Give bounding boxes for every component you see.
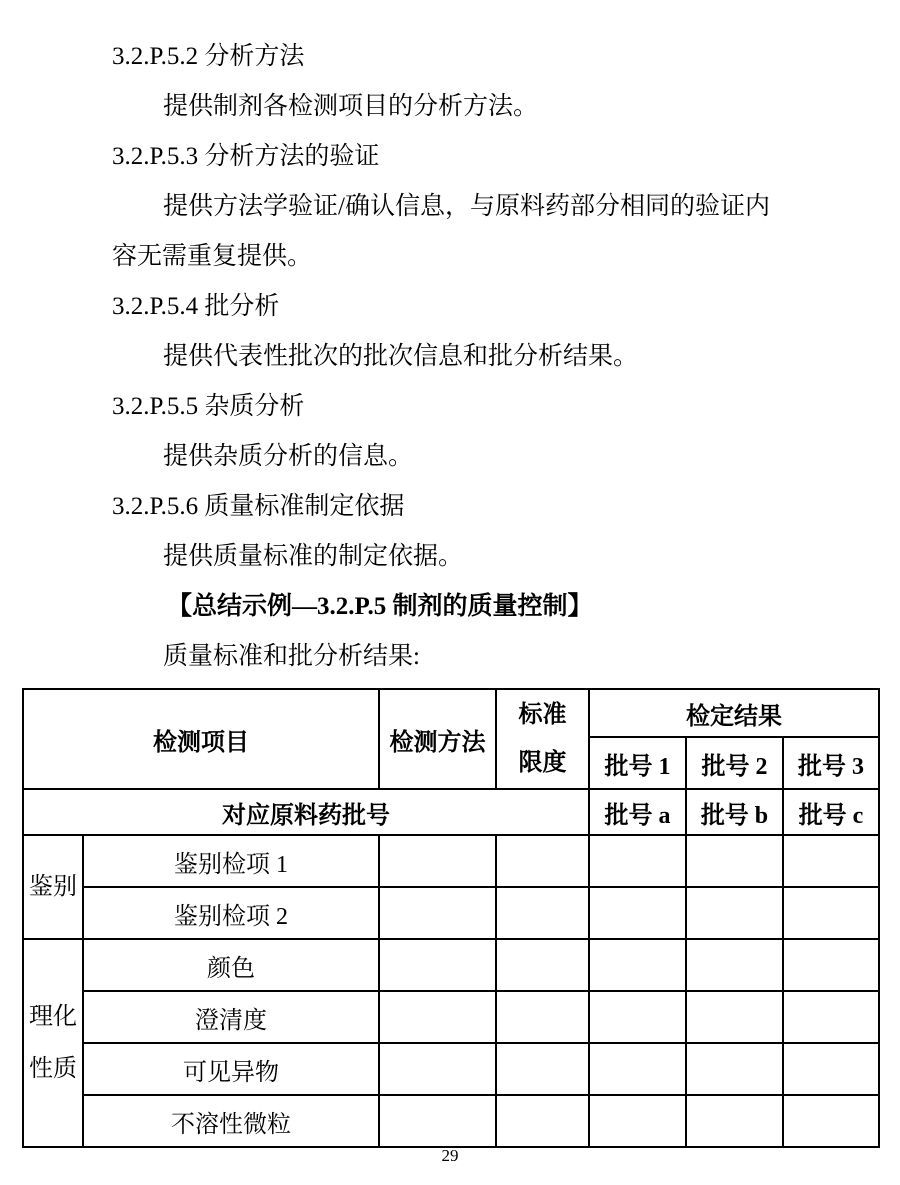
data-cell-empty [496,1043,589,1095]
data-cell-empty [589,1043,686,1095]
data-cell-empty [589,835,686,887]
batch-col-header: 批号 3 [783,737,879,789]
section-heading: 3.2.P.5.5 杂质分析 [112,393,305,420]
paragraph-line: 容无需重复提供。 [112,243,313,270]
api-batch-value: 批号 a [589,789,686,835]
item-label: 鉴别检项 1 [83,835,379,887]
group-label-identification: 鉴别 [23,835,83,939]
section-heading: 3.2.P.5.3 分析方法的验证 [112,143,380,170]
data-cell-empty [379,887,496,939]
item-label: 鉴别检项 2 [83,887,379,939]
page-number: 29 [441,1146,459,1165]
section-heading: 3.2.P.5.2 分析方法 [112,43,305,70]
col-header-limit [496,689,589,789]
paragraph-line: 提供质量标准的制定依据。 [163,543,464,570]
item-label: 澄清度 [83,991,379,1043]
data-cell-empty [783,887,879,939]
api-batch-value: 批号 c [783,789,879,835]
data-cell-empty [379,991,496,1043]
data-cell-empty [783,1095,879,1147]
batch-col-header: 批号 1 [589,737,686,789]
data-cell-empty [686,887,783,939]
data-cell-empty [496,887,589,939]
quality-table [22,688,880,1148]
col-header-item: 检测项目 [23,689,379,789]
col-header-result: 检定结果 [589,689,879,737]
paragraph-line: 提供杂质分析的信息。 [163,443,414,470]
data-cell-empty [496,939,589,991]
item-label: 不溶性微粒 [83,1095,379,1147]
paragraph-line: 提供制剂各检测项目的分析方法。 [163,93,539,120]
data-cell-empty [496,1095,589,1147]
data-cell-empty [686,1043,783,1095]
group-label-physicochemical: 理化性质 [23,939,83,1147]
data-cell-empty [379,1095,496,1147]
section-heading: 3.2.P.5.4 批分析 [112,293,280,320]
col-header-method: 检测方法 [379,689,496,789]
paragraph-line: 提供方法学验证/确认信息，与原料药部分相同的验证内 [163,193,770,220]
data-cell-empty [686,939,783,991]
data-cell-empty [379,835,496,887]
data-cell-empty [589,939,686,991]
table-intro: 质量标准和批分析结果: [163,643,420,670]
data-cell-empty [589,991,686,1043]
data-cell-empty [379,1043,496,1095]
paragraph-line: 提供代表性批次的批次信息和批分析结果。 [163,343,639,370]
col-header-limit-line1: 标准 [518,702,567,728]
data-cell-empty [686,1095,783,1147]
data-cell-empty [783,991,879,1043]
data-cell-empty [783,835,879,887]
batch-col-header: 批号 2 [686,737,783,789]
section-heading: 3.2.P.5.6 质量标准制定依据 [112,493,405,520]
data-cell-empty [496,835,589,887]
data-cell-empty [496,991,589,1043]
data-cell-empty [783,939,879,991]
data-cell-empty [589,1095,686,1147]
data-cell-empty [783,1043,879,1095]
col-header-limit-line2: 限度 [518,750,567,776]
data-cell-empty [589,887,686,939]
api-batch-label: 对应原料药批号 [23,789,589,835]
data-cell-empty [686,991,783,1043]
example-heading: 【总结示例—3.2.P.5 制剂的质量控制】 [167,593,593,620]
item-label: 可见异物 [83,1043,379,1095]
api-batch-value: 批号 b [686,789,783,835]
data-cell-empty [686,835,783,887]
item-label: 颜色 [83,939,379,991]
data-cell-empty [379,939,496,991]
